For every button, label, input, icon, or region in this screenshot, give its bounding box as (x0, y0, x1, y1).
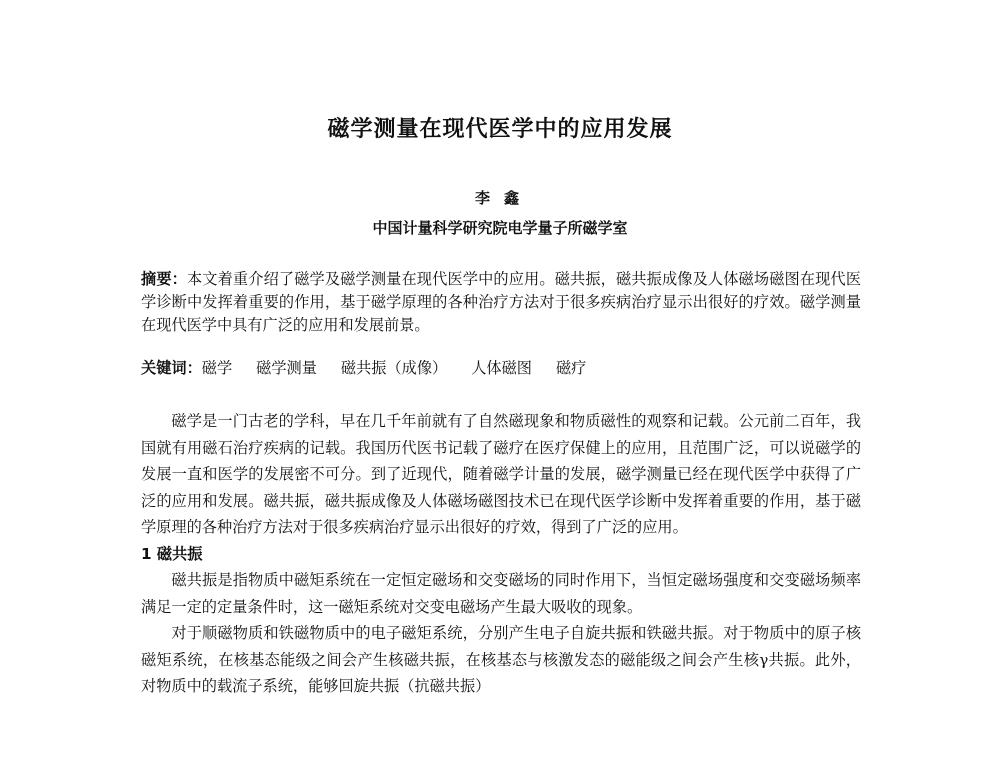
keyword: 人体磁图 (471, 359, 532, 377)
paper-title: 磁学测量在现代医学中的应用发展 (327, 117, 673, 142)
author-affiliation: 中国计量科学研究院电学量子所磁学室 (372, 219, 628, 237)
keyword: 磁学测量 (256, 359, 317, 377)
section-paragraph: 磁共振是指物质中磁矩系统在一定恒定磁场和交变磁场的同时作用下，当恒定磁场强度和交变磁场频率满足一定的定量条件时，这一磁矩系统对交变电磁场产生最大吸收的现象。 (141, 571, 861, 616)
abstract-text: 本文着重介绍了磁学及磁学测量在现代医学中的应用。磁共振，磁共振成像及人体磁场磁图在现代医学诊断中发挥着重要的作用，基于磁学原理的各种治疗方法对于很多疾病治疗显示出很好的疗效。磁学测量在现代医学中具有广泛的应用和发展前景。 (141, 270, 862, 334)
section-heading: 1 磁共振 (141, 544, 203, 563)
abstract-label: 摘要： (141, 270, 187, 288)
body-text (141, 408, 861, 700)
abstract (141, 268, 861, 337)
author-name: 李鑫 (474, 189, 533, 207)
keyword: 磁共振（成像） (340, 359, 448, 377)
intro-paragraph: 磁学是一门古老的学科，早在几千年前就有了自然磁现象和物质磁性的观察和记载。公元前二百年，我国就有用磁石治疗疾病的记载。我国历代医书记载了磁疗在医疗保健上的应用，且范围广泛，可以说磁学的发展一直和医学的发展密不可分。到了近现代，随着磁学计量的发展，磁学测量已经在现代医学中获得了广泛的应用和发展。磁共振，磁共振成像及人体磁场磁图技术已在现代医学诊断中发挥着重要的作用，基于磁学原理的各种治疗方法对于很多疾病治疗显示出很好的疗效，得到了广泛的应用。 (141, 412, 861, 536)
keyword: 磁疗 (555, 359, 587, 377)
keywords (141, 357, 861, 380)
keyword: 磁学 (201, 359, 233, 377)
section-paragraph: 对于顺磁物质和铁磁物质中的电子磁矩系统，分别产生电子自旋共振和铁磁共振。对于物质中的原子核磁矩系统，在核基态能级之间会产生核磁共振，在核基态与核激发态的磁能级之间会产生核γ共振。此外，对物质中的载流子系统，能够回旋共振（抗磁共振） (141, 624, 861, 695)
keywords-label: 关键词： (141, 359, 202, 377)
